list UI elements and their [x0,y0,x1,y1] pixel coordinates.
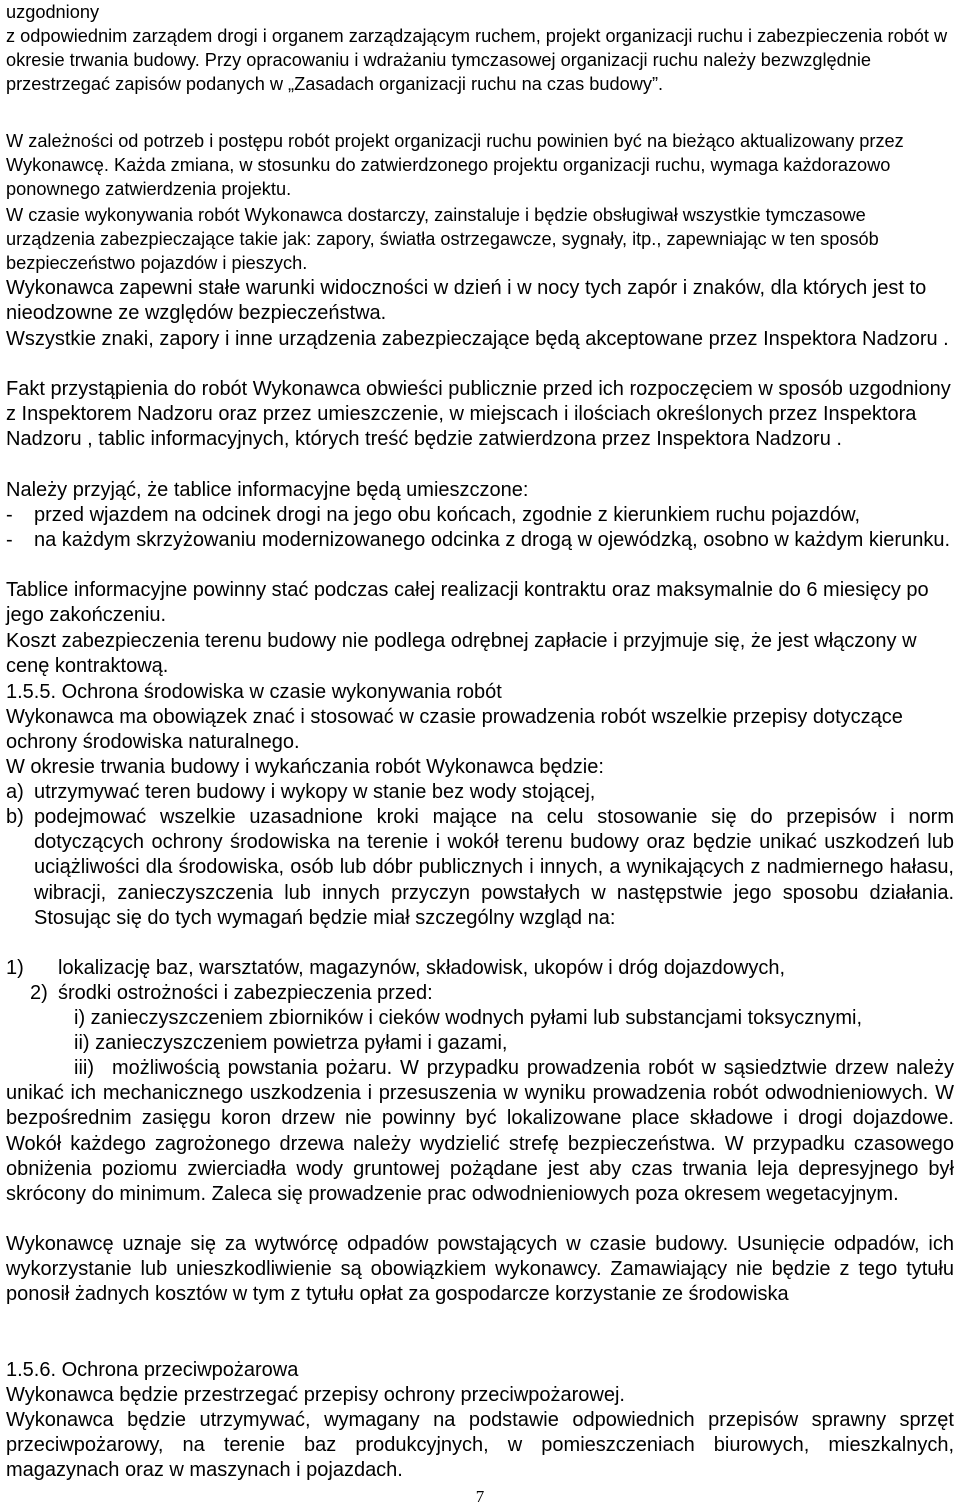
paragraph-uzgodniony: uzgodniony [6,2,100,22]
list-item-1: lokalizację baz, warsztatów, magazynów, składowisk, ukopów i dróg dojazdowych, [58,957,786,979]
list-marker-a: a) [6,781,24,803]
paragraph-environment-duty: Wykonawca ma obowiązek znać i stosować w czasie prowadzenia robót wszelkie przepisy dotyczące ochrony środowiska naturalnego. [6,706,903,754]
sub-item-marker-iii: iii) [74,1057,94,1079]
paragraph-boards-placement: Należy przyjąć, że tablice informacyjne będą umieszczone: [6,479,529,501]
section-heading-environment: 1.5.5. Ochrona środowiska w czasie wykonywania robót [6,681,502,703]
list-item-entry: przed wjazdem na odcinek drogi na jego obu końcach, zgodnie z kierunkiem ruchu pojazdów, [34,504,861,526]
paragraph-fire-rules: Wykonawca będzie przestrzegać przepisy ochrony przeciwpożarowej. [6,1384,625,1406]
paragraph-project-updates: W zależności od potrzeb i postępu robót projekt organizacji ruchu powinien być na bieżąco aktualizowany przez Wykonawcę. Każda zmiana, w stosunku do zatwierdzonego projektu organizacji ruchu, wymaga każdorazowo ponownego zatwierdzenia projektu. [6,131,904,199]
sub-item-i: i) zanieczyszczeniem zbiorników i cieków wodnych pyłami lub substancjami toksycznymi, [74,1007,863,1029]
paragraph-fire-trees: możliwością powstania pożaru. W przypadku prowadzenia robót w sąsiedztwie drzew należy unikać ich mechanicznego uszkodzenia i przesuszenia w wyniku prowadzenia robót odwodnieniowych. W bezpośrednim zasięgu koron drzew nie powinny być lokalizowane place składowe i drogi dojazdowe. Wokół każdego zagrożonego drzewa należy wydzielić strefę bezpieczeństwa. W przypadku czasowego obniżenia poziomu zwierciadła wody gruntowej pożądane jest aby czas trwania leja depresyjnego był skrócony do minimum. Zaleca się prowadzenie prac odwodnieniowych poza okresem wegetacyjnym. [6,1057,954,1206]
paragraph-contractor-will: W okresie trwania budowy i wykańczania robót Wykonawca będzie: [6,756,604,778]
paragraph-cost: Koszt zabezpieczenia terenu budowy nie podlega odrębnej zapłacie i przyjmuje się, że jest włączony w cenę kontraktową. [6,630,917,678]
list-marker-b: b) [6,806,24,828]
list-item-junction: na każdym skrzyżowaniu modernizowanego odcinka z drogą w ojewódzką, osobno w każdym kierunku. [34,529,951,551]
list-item-a: utrzymywać teren budowy i wykopy w stanie bez wody stojącej, [34,781,596,803]
list-marker-2: 2) [30,982,48,1004]
paragraph-traffic-project: z odpowiednim zarządem drogi i organem zarządzającym ruchem, projekt organizacji ruchu i zabezpieczenia robót w okresie trwania budowy. Przy opracowaniu i wdrażaniu tymczasowej organizacji ruchu należy bezwzględnie przestrzegać zapisów podanych w „Zasadach organizacji ruchu na czas budowy”. [6,26,948,94]
dash-marker: - [6,529,13,551]
list-item-2: środki ostrożności i zabezpieczenia przed: [58,982,433,1004]
sub-item-ii: ii) zanieczyszczeniem powietrza pyłami i gazami, [74,1032,508,1054]
dash-marker: - [6,504,13,526]
paragraph-notice-boards: Fakt przystąpienia do robót Wykonawca obwieści publicznie przed ich rozpoczęciem w sposób uzgodniony z Inspektorem Nadzoru oraz przez umieszczenie, w miejscach i ilościach określonych przez Inspektora Nadzoru , tablic informacyjnych, których treść będzie zatwierdzona przez Inspektora Nadzoru . [6,378,951,451]
list-item-b: podejmować wszelkie uzasadnione kroki mające na celu stosowanie się do przepisów i norm dotyczących ochrony środowiska na terenie i wokół terenu budowy oraz będzie unikać uszkodzeń lub uciążliwości dla środowiska, osób lub dóbr publicznych i innych, a wynikających z nadmiernego hałasu, wibracji, zanieczyszczenia lub innych przyczyn powstałych w następstwie jego sposobu działania. Stosując się do tych wymagań będzie miał szczególny wzgląd na: [34,806,954,929]
paragraph-fire-equipment: Wykonawca będzie utrzymywać, wymagany na podstawie odpowiednich przepisów sprawny sprzęt przeciwpożarowy, na terenie baz produkcyjnych, w pomieszczeniach biurowych, mieszkalnych, magazynach oraz w maszynach i pojazdach. [6,1409,954,1482]
paragraph-boards-duration: Tablice informacyjne powinny stać podczas całej realizacji kontraktu oraz maksymalnie do 6 miesięcy po jego zakończeniu. [6,579,929,627]
section-heading-fire: 1.5.6. Ochrona przeciwpożarowa [6,1359,299,1381]
list-marker-1: 1) [6,957,24,979]
paragraph-safety-devices: W czasie wykonywania robót Wykonawca dostarczy, zainstaluje i będzie obsługiwał wszystkie tymczasowe urządzenia zabezpieczające takie jak: zapory, światła ostrzegawcze, sygnały, itp., zapewniając w ten sposób bezpieczeństwo pojazdów i pieszych. [6,205,879,273]
paragraph-acceptance: Wszystkie znaki, zapory i inne urządzenia zabezpieczające będą akceptowane przez Inspektora Nadzoru . [6,328,949,350]
paragraph-waste: Wykonawcę uznaje się za wytwórcę odpadów powstających w czasie budowy. Usunięcie odpadów, ich wykorzystanie lub unieszkodliwienie są obowiązkiem wykonawcy. Zamawiający nie będzie z tego tytułu ponosił żadnych kosztów w tym z tytułu opłat za gospodarcze korzystanie ze środowiska [6,1233,954,1306]
page-number: 7 [475,1487,485,1506]
paragraph-visibility: Wykonawca zapewni stałe warunki widoczności w dzień i w nocy tych zapór i znaków, dla których jest to nieodzowne ze względów bezpieczeństwa. [6,277,927,325]
